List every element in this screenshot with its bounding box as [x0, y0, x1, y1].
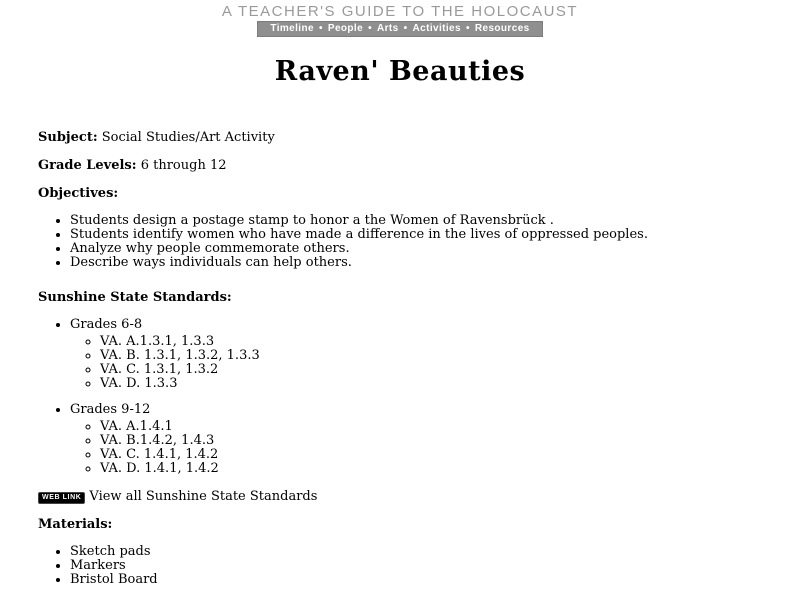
objectives-list — [38, 214, 762, 270]
standards-codes-9-12 — [70, 420, 762, 476]
standard-code: ◦ VA. A.1.3.1, 1.3.3 — [100, 335, 762, 349]
page-title: Raven' Beauties — [274, 56, 526, 87]
material-item: • Sketch pads — [70, 545, 762, 559]
objective-item: • Students design a postage stamp to honor a the Women of Ravensbrück . — [70, 214, 762, 228]
nav-item-timeline[interactable]: Timeline — [270, 23, 314, 34]
subject-value: Social Studies/Art Activity — [101, 130, 275, 145]
nav-separator-icon: • — [318, 23, 323, 34]
site-header — [0, 0, 800, 37]
standards-grade-label: Grades 9-12 — [70, 402, 151, 417]
nav-item-people[interactable]: People — [327, 23, 364, 34]
standards-heading: Sunshine State Standards: — [38, 290, 232, 305]
standard-code: ◦ VA. C. 1.3.1, 1.3.2 — [100, 363, 762, 377]
nav-separator-icon: • — [368, 23, 372, 34]
standards-group-6-8 — [70, 318, 762, 391]
objective-item: • Analyze why people commemorate others. — [70, 242, 762, 256]
standard-code: ◦ VA. A.1.4.1 — [100, 420, 762, 434]
grade-levels-value: 6 through 12 — [140, 158, 227, 173]
grade-levels-label: Grade Levels: — [38, 158, 137, 173]
objective-item: • Describe ways individuals can help others. — [70, 256, 762, 270]
nav-item-arts[interactable]: Arts — [376, 23, 399, 34]
weblink-row — [38, 489, 762, 504]
standards-grade-label: Grades 6-8 — [70, 317, 143, 332]
materials-heading: Materials: — [38, 517, 113, 532]
material-item: • Markers — [70, 559, 762, 573]
standard-code: ◦ VA. D. 1.4.1, 1.4.2 — [100, 462, 762, 476]
subject-label: Subject: — [38, 130, 98, 145]
nav-item-activities[interactable]: Activities — [412, 23, 461, 34]
web-link-badge-icon[interactable]: WEB LINK — [38, 492, 85, 504]
nav-separator-icon: • — [403, 23, 408, 34]
main-nav — [257, 21, 542, 37]
grade-levels-row — [38, 158, 762, 173]
view-all-standards-link[interactable]: View all Sunshine State Standards — [89, 489, 318, 504]
subject-row — [38, 130, 762, 145]
standards-list — [38, 318, 762, 476]
standards-group-9-12 — [70, 403, 762, 476]
nav-item-resources[interactable]: Resources — [474, 23, 530, 34]
standard-code: ◦ VA. B.1.4.2, 1.4.3 — [100, 434, 762, 448]
standards-codes-6-8 — [70, 335, 762, 391]
materials-list — [38, 545, 762, 587]
lesson-content — [0, 87, 800, 587]
objectives-heading: Objectives: — [38, 186, 119, 201]
standard-code: ◦ VA. D. 1.3.3 — [100, 377, 762, 391]
standard-code: ◦ VA. C. 1.4.1, 1.4.2 — [100, 448, 762, 462]
nav-separator-icon: • — [465, 23, 470, 34]
material-item: • Bristol Board — [70, 573, 762, 587]
site-title[interactable]: A TEACHER'S GUIDE TO THE HOLOCAUST — [221, 3, 579, 20]
standard-code: ◦ VA. B. 1.3.1, 1.3.2, 1.3.3 — [100, 349, 762, 363]
objective-item: • Students identify women who have made a difference in the lives of oppressed peoples. — [70, 228, 762, 242]
